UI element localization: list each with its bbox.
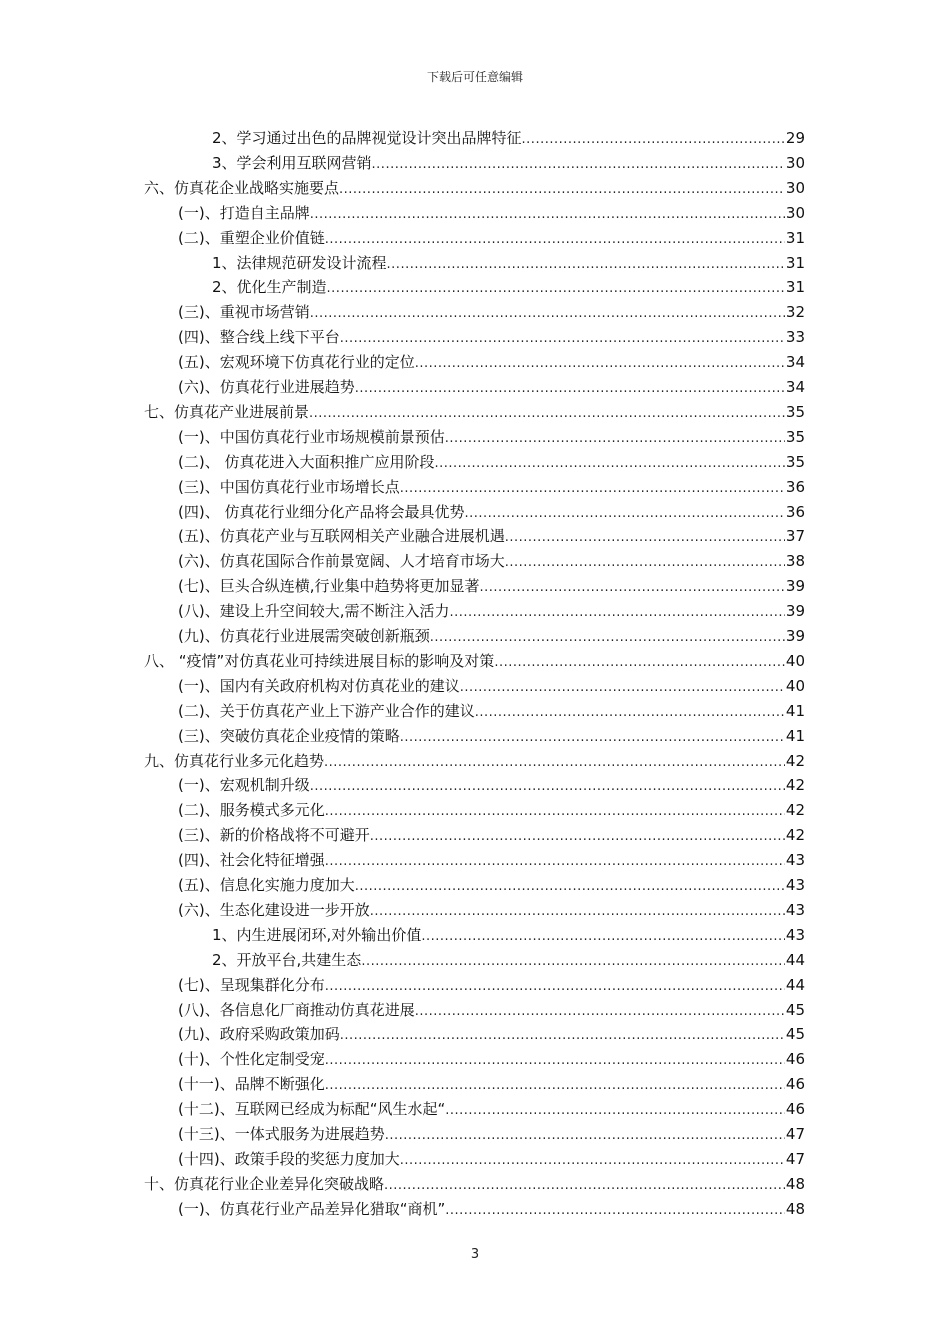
toc-entry[interactable] bbox=[178, 1072, 805, 1096]
toc-entry[interactable] bbox=[178, 425, 805, 449]
dot-leader bbox=[505, 551, 785, 575]
dot-leader bbox=[400, 477, 785, 501]
toc-entry-title: (二)、重塑企业价值链 bbox=[178, 228, 325, 247]
toc-entry-page: 43 bbox=[785, 876, 805, 894]
toc-entry[interactable] bbox=[178, 724, 805, 748]
toc-entry-title: (一)、中国仿真花行业市场规模前景预估 bbox=[178, 427, 445, 446]
dot-leader bbox=[479, 576, 784, 600]
dot-leader bbox=[340, 327, 785, 351]
toc-entry-title: 2、优化生产制造 bbox=[212, 278, 327, 297]
toc-entry-page: 41 bbox=[785, 726, 805, 745]
toc-entry-page: 43 bbox=[785, 925, 805, 944]
toc-entry-page: 42 bbox=[785, 826, 805, 845]
toc-entry[interactable] bbox=[178, 549, 805, 573]
toc-entry-title: (七)、呈现集群化分布 bbox=[178, 975, 325, 994]
toc-entry-page: 48 bbox=[785, 1174, 805, 1193]
toc-entry-page: 34 bbox=[785, 378, 805, 396]
dot-leader bbox=[445, 1099, 785, 1123]
toc-entry-title: (六)、仿真花行业进展趋势 bbox=[178, 378, 355, 396]
toc-entry-title: 3、学会利用互联网营销 bbox=[212, 153, 372, 172]
toc-entry-page: 36 bbox=[785, 477, 805, 496]
page-number: 3 bbox=[470, 1247, 480, 1262]
toc-entry-page: 35 bbox=[785, 402, 805, 421]
toc-entry-page: 36 bbox=[785, 502, 805, 521]
toc-entry[interactable] bbox=[144, 400, 805, 424]
toc-entry-title: 九、仿真花行业多元化趋势 bbox=[144, 751, 325, 770]
dot-leader bbox=[415, 1000, 785, 1024]
dot-leader bbox=[325, 1074, 785, 1098]
toc-entry-page: 31 bbox=[785, 278, 805, 297]
dot-leader bbox=[370, 900, 785, 924]
toc-entry[interactable] bbox=[144, 176, 805, 200]
toc-entry[interactable] bbox=[212, 251, 805, 275]
toc-entry-page: 39 bbox=[785, 602, 805, 621]
toc-entry[interactable] bbox=[178, 599, 805, 623]
toc-entry-page: 29 bbox=[785, 129, 805, 147]
toc-entry-title: (四)、社会化特征增强 bbox=[178, 851, 325, 870]
toc-entry-title: (九)、仿真花行业进展需突破创新瓶颈 bbox=[178, 627, 430, 645]
dot-leader bbox=[324, 751, 785, 775]
toc-entry-page: 32 bbox=[785, 303, 805, 322]
toc-entry-title: (九)、政府采购政策加码 bbox=[178, 1025, 340, 1044]
toc-entry[interactable] bbox=[178, 450, 805, 474]
dot-leader bbox=[325, 800, 785, 824]
toc-entry-page: 30 bbox=[785, 153, 805, 172]
dot-leader bbox=[340, 1024, 785, 1048]
dot-leader bbox=[339, 178, 785, 202]
dot-leader bbox=[400, 1149, 785, 1173]
dot-leader bbox=[434, 452, 784, 476]
dot-leader bbox=[494, 651, 785, 675]
toc-entry[interactable] bbox=[178, 798, 805, 822]
toc-entry[interactable] bbox=[212, 923, 805, 947]
dot-leader bbox=[310, 775, 785, 799]
dot-leader bbox=[445, 427, 785, 451]
toc-entry[interactable] bbox=[212, 948, 805, 972]
toc-entry[interactable] bbox=[178, 475, 805, 499]
toc-entry-page: 48 bbox=[785, 1199, 805, 1218]
toc-entry[interactable] bbox=[178, 898, 805, 922]
dot-leader bbox=[310, 302, 785, 326]
toc-entry-title: (十一)、品牌不断强化 bbox=[178, 1075, 325, 1094]
toc-entry-page: 46 bbox=[785, 1075, 805, 1094]
dot-leader bbox=[400, 726, 785, 750]
toc-entry-title: (六)、仿真花国际合作前景宽阔、人才培育市场大 bbox=[178, 552, 505, 571]
toc-entry[interactable] bbox=[212, 126, 805, 150]
dot-leader bbox=[415, 352, 785, 376]
toc-entry-page: 38 bbox=[785, 552, 805, 571]
toc-entry-title: (五)、仿真花产业与互联网相关产业融合进展机遇 bbox=[178, 527, 505, 546]
toc-entry-title: (五)、信息化实施力度加大 bbox=[178, 876, 355, 894]
dot-leader bbox=[421, 925, 785, 949]
toc-entry-page: 34 bbox=[785, 353, 805, 372]
toc-entry[interactable] bbox=[178, 624, 805, 648]
toc-entry-page: 45 bbox=[785, 1025, 805, 1044]
toc-entry[interactable] bbox=[178, 375, 805, 399]
toc-entry-title: (二)、服务模式多元化 bbox=[178, 801, 325, 820]
dot-leader bbox=[384, 1174, 785, 1198]
dot-leader bbox=[505, 526, 785, 550]
toc-entry-title: 2、开放平台,共建生态 bbox=[212, 950, 362, 969]
toc-entry-page: 30 bbox=[785, 203, 805, 222]
toc-entry-page: 47 bbox=[785, 1125, 805, 1143]
toc-entry[interactable] bbox=[178, 325, 805, 349]
toc-entry-page: 35 bbox=[785, 452, 805, 471]
toc-entry-page: 41 bbox=[785, 701, 805, 720]
toc-entry[interactable] bbox=[178, 201, 805, 225]
toc-entry[interactable] bbox=[178, 1097, 805, 1121]
toc-entry-title: 1、内生进展闭环,对外输出价值 bbox=[212, 925, 422, 944]
dot-leader bbox=[309, 402, 785, 426]
page-header: 下载后可任意编辑 bbox=[426, 70, 523, 84]
toc-entry-page: 46 bbox=[785, 1050, 805, 1069]
toc-entry[interactable] bbox=[178, 873, 805, 897]
toc-entry-title: (十四)、政策手段的奖惩力度加大 bbox=[178, 1149, 400, 1168]
toc-entry[interactable] bbox=[178, 1022, 805, 1046]
toc-entry[interactable] bbox=[178, 998, 805, 1022]
dot-leader bbox=[449, 601, 784, 625]
toc-entry-page: 39 bbox=[785, 577, 805, 596]
dot-leader bbox=[325, 850, 785, 874]
toc-entry-title: (五)、宏观环境下仿真花行业的定位 bbox=[178, 353, 415, 372]
toc-entry-title: (三)、突破仿真花企业疫情的策略 bbox=[178, 726, 400, 745]
dot-leader bbox=[430, 626, 785, 650]
toc-entry[interactable] bbox=[144, 649, 805, 673]
toc-entry-page: 47 bbox=[785, 1149, 805, 1168]
toc-entry[interactable] bbox=[178, 1197, 805, 1221]
toc-entry-title: (四)、整合线上线下平台 bbox=[178, 328, 340, 347]
toc-entry-title: (十)、个性化定制受宠 bbox=[178, 1050, 325, 1069]
toc-entry[interactable] bbox=[212, 151, 805, 175]
toc-entry-title: (十二)、互联网已经成为标配“风生水起“ bbox=[178, 1100, 446, 1119]
toc-entry-title: (二)、 仿真花进入大面积推广应用阶段 bbox=[178, 452, 435, 471]
toc-entry[interactable] bbox=[144, 1172, 805, 1196]
toc-entry-title: (七)、巨头合纵连横,行业集中趋势将更加显著 bbox=[178, 577, 480, 596]
dot-leader bbox=[445, 1199, 785, 1223]
dot-leader bbox=[370, 825, 785, 849]
toc-entry[interactable] bbox=[178, 674, 805, 698]
toc-entry[interactable] bbox=[178, 1147, 805, 1171]
toc-entry-title: (十三)、一体式服务为进展趋势 bbox=[178, 1125, 385, 1143]
toc-entry-title: (一)、国内有关政府机构对仿真花业的建议 bbox=[178, 676, 460, 695]
toc-entry[interactable] bbox=[178, 1047, 805, 1071]
toc-entry[interactable] bbox=[178, 300, 805, 324]
toc-entry-page: 42 bbox=[785, 776, 805, 795]
toc-entry-page: 31 bbox=[785, 228, 805, 247]
toc-entry-page: 37 bbox=[785, 527, 805, 546]
dot-leader bbox=[355, 875, 785, 899]
toc-entry-title: (一)、仿真花行业产品差异化猎取“商机” bbox=[178, 1199, 446, 1218]
toc-entry[interactable] bbox=[178, 973, 805, 997]
toc-entry[interactable] bbox=[178, 574, 805, 598]
toc-entry[interactable] bbox=[212, 275, 805, 299]
toc-entry-page: 44 bbox=[785, 975, 805, 994]
toc-entry-page: 42 bbox=[785, 751, 805, 770]
toc-entry-title: 六、仿真花企业战略实施要点 bbox=[144, 178, 340, 197]
toc-entry[interactable] bbox=[178, 1122, 805, 1146]
toc-entry-page: 42 bbox=[785, 801, 805, 820]
toc-entry-page: 31 bbox=[785, 253, 805, 272]
toc-entry-page: 39 bbox=[785, 627, 805, 645]
dot-leader bbox=[475, 701, 785, 725]
toc-entry-title: (三)、中国仿真花行业市场增长点 bbox=[178, 477, 400, 496]
dot-leader bbox=[387, 253, 785, 277]
toc-entry-page: 45 bbox=[785, 1000, 805, 1019]
toc-entry-title: (一)、宏观机制升级 bbox=[178, 776, 310, 795]
toc-entry-page: 33 bbox=[785, 328, 805, 347]
toc-entry-title: 十、仿真花行业企业差异化突破战略 bbox=[144, 1174, 385, 1193]
toc-entry[interactable] bbox=[178, 350, 805, 374]
toc-entry[interactable] bbox=[178, 823, 805, 847]
toc-entry-title: (三)、重视市场营销 bbox=[178, 303, 310, 322]
toc-entry-page: 46 bbox=[785, 1100, 805, 1119]
toc-entry-title: (二)、关于仿真花产业上下游产业合作的建议 bbox=[178, 701, 475, 720]
toc-entry-page: 43 bbox=[785, 900, 805, 919]
toc-entry-title: 2、学习通过出色的品牌视觉设计突出品牌特征 bbox=[212, 129, 522, 147]
toc-entry[interactable] bbox=[178, 500, 805, 524]
toc-entry-page: 30 bbox=[785, 178, 805, 197]
toc-entry[interactable] bbox=[178, 699, 805, 723]
dot-leader bbox=[310, 203, 785, 227]
toc-entry-title: 七、仿真花产业进展前景 bbox=[144, 402, 310, 421]
toc-entry-page: 40 bbox=[785, 651, 805, 670]
toc-entry-title: 1、法律规范研发设计流程 bbox=[212, 253, 387, 272]
toc-entry-title: (八)、各信息化厂商推动仿真花进展 bbox=[178, 1000, 415, 1019]
dot-leader bbox=[522, 128, 785, 152]
dot-leader bbox=[464, 502, 784, 526]
toc-entry-title: (四)、 仿真花行业细分化产品将会最具优势 bbox=[178, 502, 465, 521]
dot-leader bbox=[460, 676, 785, 700]
toc-entry-title: (六)、生态化建设进一步开放 bbox=[178, 900, 370, 919]
toc-entry-title: (一)、打造自主品牌 bbox=[178, 203, 310, 222]
toc-entry-title: (三)、新的价格战将不可避开 bbox=[178, 826, 370, 845]
toc-entry[interactable] bbox=[178, 226, 805, 250]
toc-entry[interactable] bbox=[178, 848, 805, 872]
dot-leader bbox=[327, 277, 785, 301]
toc-entry[interactable] bbox=[144, 749, 805, 773]
toc-entry-title: (八)、建设上升空间较大,需不断注入活力 bbox=[178, 602, 450, 621]
dot-leader bbox=[325, 975, 785, 999]
toc-entry-page: 35 bbox=[785, 427, 805, 446]
dot-leader bbox=[355, 377, 785, 401]
toc-entry[interactable] bbox=[178, 773, 805, 797]
toc-entry-page: 44 bbox=[785, 950, 805, 969]
dot-leader bbox=[372, 153, 785, 177]
dot-leader bbox=[325, 1049, 785, 1073]
dot-leader bbox=[361, 950, 785, 974]
toc-entry-page: 40 bbox=[785, 676, 805, 695]
dot-leader bbox=[325, 228, 785, 252]
toc-entry-title: 八、 “疫情”对仿真花业可持续进展目标的影响及对策 bbox=[144, 651, 495, 670]
toc-entry-page: 43 bbox=[785, 851, 805, 870]
dot-leader bbox=[385, 1124, 785, 1148]
toc-entry[interactable] bbox=[178, 524, 805, 548]
